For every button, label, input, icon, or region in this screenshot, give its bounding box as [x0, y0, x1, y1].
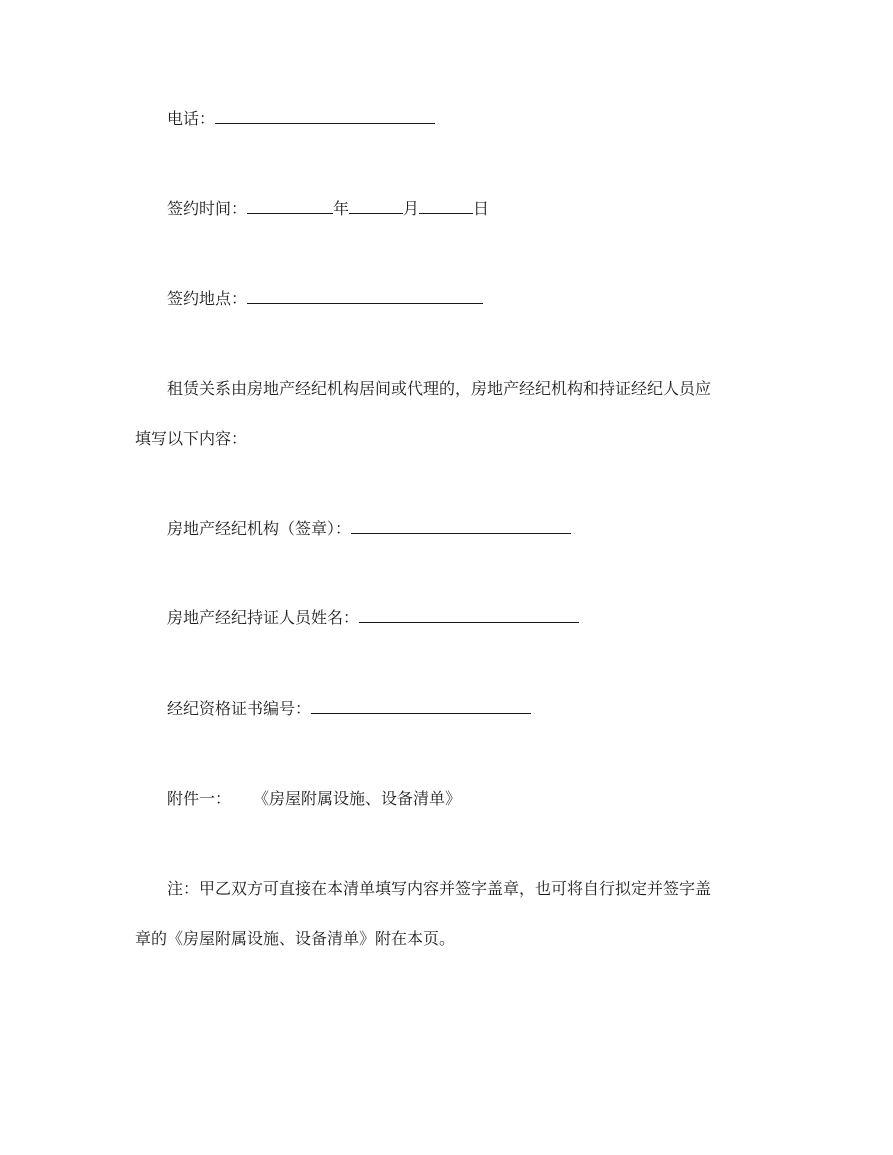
attachment-title: 《房屋附属设施、设备清单》: [253, 789, 462, 808]
sign-time-row: [167, 198, 489, 219]
phone-row: [167, 108, 435, 129]
cert-no-blank[interactable]: [311, 698, 531, 714]
agency-blank[interactable]: [351, 518, 571, 534]
sign-time-label: 签约时间：: [167, 199, 248, 218]
note-line2: 章的《房屋附属设施、设备清单》附在本页。: [135, 929, 456, 948]
agency-row: [167, 518, 571, 539]
year-unit: 年: [333, 199, 350, 218]
cert-no-label: 经纪资格证书编号：: [167, 699, 312, 718]
day-blank[interactable]: [419, 198, 473, 214]
month-blank[interactable]: [349, 198, 403, 214]
agent-name-label: 房地产经纪持证人员姓名：: [167, 608, 360, 627]
attachment-row: [167, 789, 461, 809]
agency-notice-line1: 租赁关系由房地产经纪机构居间或代理的，房地产经纪机构和持证经纪人员应: [167, 379, 712, 398]
sign-place-row: [167, 288, 483, 309]
attachment-label: 附件一：: [167, 789, 232, 808]
month-unit: 月: [403, 199, 420, 218]
agent-name-row: [167, 607, 579, 628]
phone-blank[interactable]: [215, 108, 435, 124]
sign-place-label: 签约地点：: [167, 289, 248, 308]
phone-label: 电话：: [167, 109, 216, 128]
agency-label: 房地产经纪机构（签章）：: [167, 519, 352, 538]
agent-name-blank[interactable]: [359, 607, 579, 623]
sign-place-blank[interactable]: [247, 288, 483, 304]
year-blank[interactable]: [247, 198, 333, 214]
day-unit: 日: [473, 199, 490, 218]
note-line1: 注：甲乙双方可直接在本清单填写内容并签字盖章，也可将自行拟定并签字盖: [167, 879, 712, 898]
cert-no-row: [167, 698, 531, 719]
agency-notice-line2: 填写以下内容：: [135, 429, 248, 448]
